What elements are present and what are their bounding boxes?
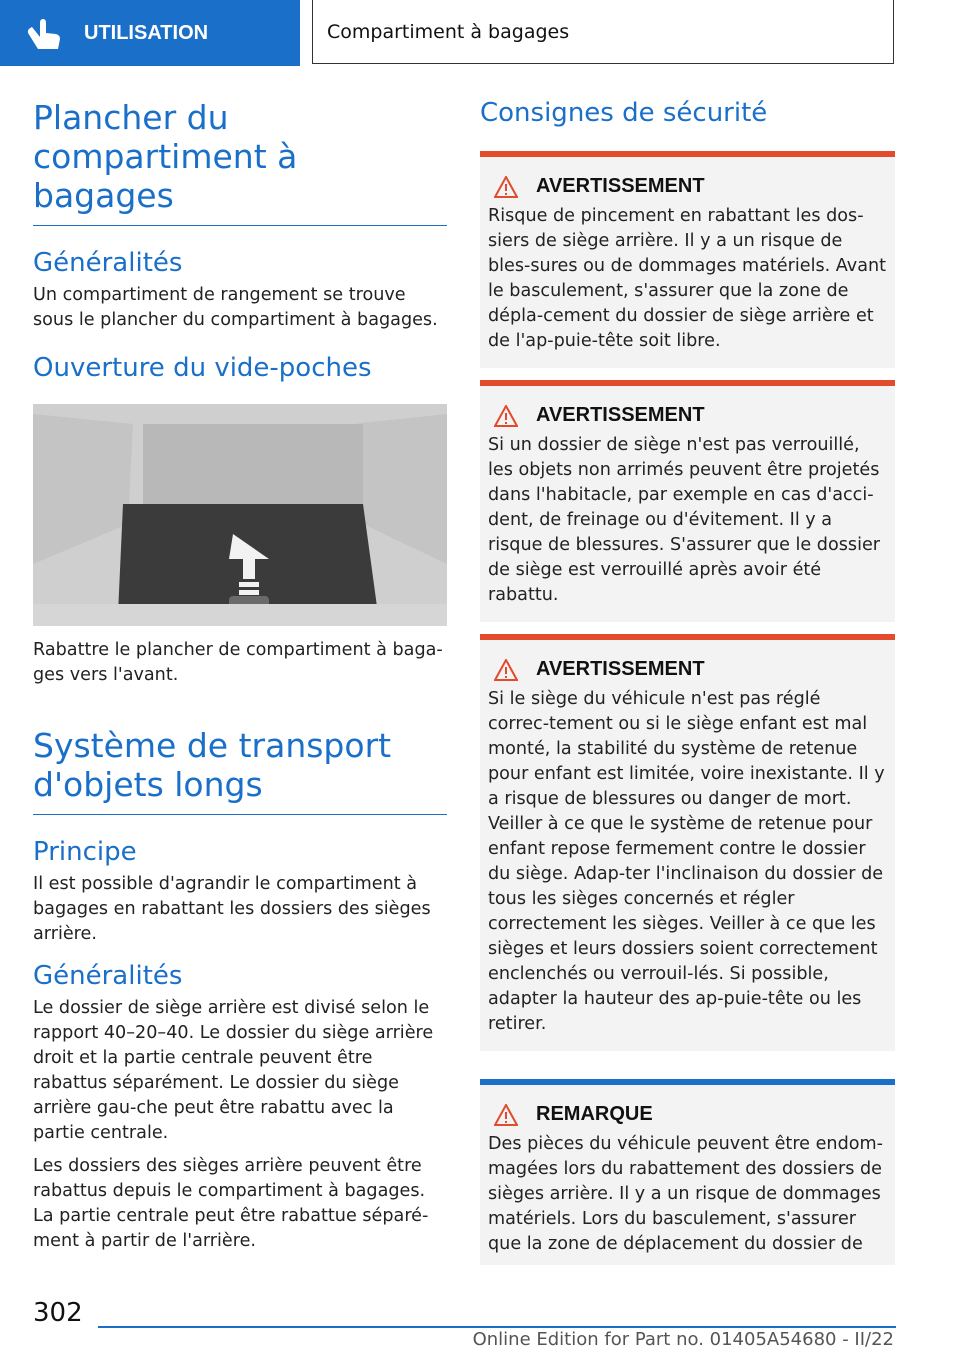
footer-divider <box>98 1326 896 1328</box>
note-box <box>480 1079 895 1265</box>
warning-text: Si un dossier de siège n'est pas verrouillé, les objets non arrimés peuvent être projetés dans l'habitacle, par exemple en cas d'acci‐dent, de freinage ou d'évitement. Il y a risque de blessures. S'assurer que le dossier de siège est verrouillé après avoir été rabattu. <box>488 435 881 605</box>
left-column <box>33 98 447 1254</box>
page-title: Plancher du compartiment à bagages <box>33 98 447 226</box>
heading-ouverture: Ouverture du vide-poches <box>33 353 372 383</box>
chapter-tab <box>0 0 300 66</box>
footer-edition: Online Edition for Part no. 01405A54680 - II/22 <box>472 1329 894 1350</box>
paragraph-generalites: Un compartiment de rangement se trouve sous le plancher du compartiment à bagages. <box>33 285 438 330</box>
warning-triangle-icon <box>494 176 518 198</box>
warning-box <box>480 634 895 1051</box>
warning-box <box>480 151 895 368</box>
chapter-label: UTILISATION <box>84 21 209 44</box>
warning-triangle-icon <box>494 659 518 681</box>
page-title-2: Système de transport d'objets longs <box>33 726 447 815</box>
warning-triangle-icon <box>494 405 518 427</box>
heading-generalites: Généralités <box>33 248 183 278</box>
warning-text: Si le siège du véhicule n'est pas réglé correc‐tement ou si le siège enfant est mal monté, la stabilité du système de retenue pour enfant est limitée, voire inexistante. Il y a risque de blessures ou danger de mort. Veiller à ce que le système de retenue pour enfant repose fermement contre le dossier du siège. Adap‐ter l'inclinaison du dossier de tous les sièges concernés et régler correctement les sièges. Veiller à ce que les sièges et leurs dossiers soient correctement enclenchés ou verrouil‐lés. Si possible, adapter la hauteur des ap‐puie-tête ou les retirer. <box>488 689 885 1034</box>
note-heading: REMARQUE <box>536 1103 653 1125</box>
right-column <box>480 98 895 1265</box>
warning-heading: AVERTISSEMENT <box>536 175 705 197</box>
warning-box <box>480 380 895 622</box>
photo-caption: Rabattre le plancher de compartiment à baga‐ges vers l'avant. <box>33 640 443 685</box>
warning-text: Risque de pincement en rabattant les dos‐siers de siège arrière. Il y a un risque de bles‐sures ou de dommages matériels. Avant le basculement, s'assurer que la zone de dépla‐cement du dossier de siège arrière et de l'ap‐puie-tête soit libre. <box>488 206 887 351</box>
warning-heading: AVERTISSEMENT <box>536 658 705 680</box>
paragraph-generalites-2b: Les dossiers des sièges arrière peuvent être rabattus depuis le compartiment à bagages. La partie centrale peut être rabattue séparé‐ment à partir de l'arrière. <box>33 1156 429 1251</box>
warning-heading: AVERTISSEMENT <box>536 404 705 426</box>
hand-pointer-icon <box>22 13 70 53</box>
trunk-floor-image <box>33 404 447 626</box>
page-number: 302 <box>33 1298 83 1328</box>
section-title: Compartiment à bagages <box>312 0 894 64</box>
heading-principe: Principe <box>33 837 137 867</box>
note-text: Des pièces du véhicule peuvent être endom‐magées lors du rabattement des dossiers de sièges arrière. Il y a un risque de dommages matériels. Lors du basculement, s'assurer que la zone de déplacement du dossier de <box>488 1134 883 1254</box>
warning-triangle-icon <box>494 1104 518 1126</box>
safety-title: Consignes de sécurité <box>480 98 768 128</box>
paragraph-generalites-2a: Le dossier de siège arrière est divisé selon le rapport 40–20–40. Le dossier du siège arrière droit et la partie centrale peuvent être rabattus séparément. Le dossier du siège arrière gau‐che peut être rabattu avec la partie centrale. <box>33 998 434 1143</box>
paragraph-principe: Il est possible d'agrandir le compartiment à bagages en rabattant les dossiers des sièges arrière. <box>33 874 431 944</box>
heading-generalites-2: Généralités <box>33 961 183 991</box>
